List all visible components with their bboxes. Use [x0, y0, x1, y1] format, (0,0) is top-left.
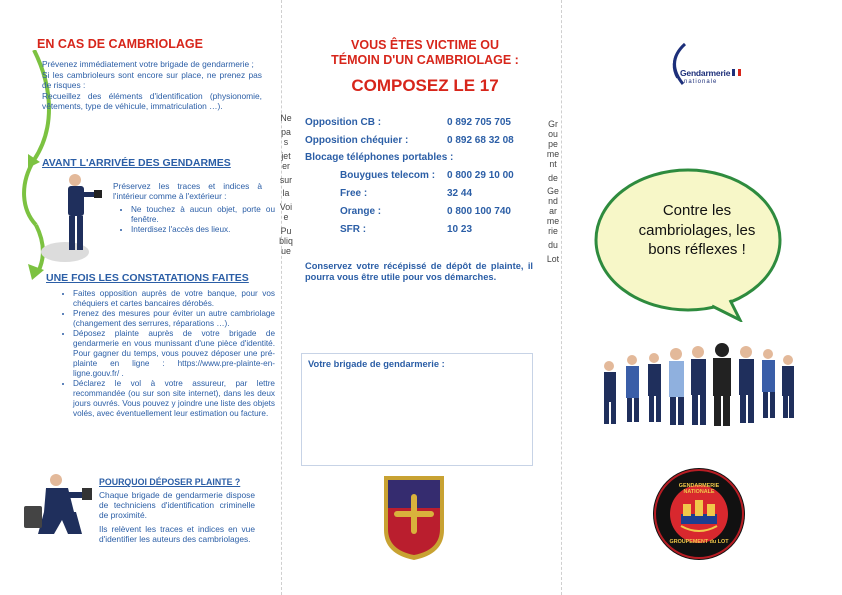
- section-title-constatations: UNE FOIS LES CONSTATATIONS FAITES: [46, 272, 249, 284]
- paragraph: Prévenez immédiatement votre brigade de gendarmerie ;: [42, 59, 254, 69]
- contact-cheque-value: 0 892 68 32 08: [447, 135, 514, 146]
- logo-subtext: nationale: [684, 79, 718, 85]
- list-item: • Prenez des mesures pour éviter un autre cambriolage (changement des serrures, réparations …).: [73, 309, 275, 329]
- brigade-box-label: Votre brigade de gendarmerie :: [308, 359, 445, 369]
- technician-illustration: [16, 472, 94, 542]
- list-item: • Ne touchez à aucun objet, porte ou fenêtre.: [131, 205, 275, 225]
- note-recepisse: Conservez votre récépissé de dépôt de plainte, il pourra vous être utile pour vos démarches.: [305, 261, 533, 282]
- operator-sfr-label: SFR :: [340, 224, 367, 235]
- vertical-word: Lot: [546, 253, 560, 264]
- operator-bouygues-label: Bouygues telecom :: [340, 170, 436, 181]
- paragraph: Ils relèvent les traces et indices en vue d'identifier les auteurs des cambriolages.: [99, 524, 255, 544]
- list-item: • Déclarez le vol à votre assureur, par lettre recommandée (ou sur son site internet), dans les deux jours ouvrés. Vous pouvez y joindre une liste des objets volés, avec éventuellement leur estimation ou facture.: [73, 379, 275, 419]
- list-item: • Faites opposition auprès de votre banque, pour vos chéquiers et cartes bancaires dérobés.: [73, 289, 275, 309]
- operator-free-label: Free :: [340, 188, 368, 199]
- vertical-word: pas: [281, 126, 291, 147]
- contact-cb-label: Opposition CB :: [305, 117, 382, 128]
- paragraph: Recueillez des éléments d'identification (physionomie, vêtements, type de véhicule, immatriculation …).: [42, 91, 262, 111]
- paragraph: Si les cambrioleurs sont encore sur place, ne prenez pas de risques :: [42, 70, 262, 90]
- groupement-badge: [651, 466, 747, 562]
- vertical-word: jeter: [281, 150, 291, 171]
- bubble-text: Contre les cambriolages, les bons réflexes !: [638, 202, 756, 258]
- gendarmerie-logo: [663, 42, 743, 88]
- call-17-title: COMPOSEZ LE 17: [351, 76, 499, 95]
- headline-line-1: VOUS ÊTES VICTIME OU: [351, 38, 499, 52]
- list-item: • Interdisez l'accès des lieux.: [131, 225, 275, 235]
- vertical-word: sur: [279, 174, 293, 185]
- vertical-word: Gendarmerie: [546, 186, 560, 237]
- badge-top-text: GENDARMERIE NATIONALE: [678, 483, 720, 495]
- section-cambriolage-text: [42, 59, 262, 112]
- gendarmes-group-illustration: [594, 332, 800, 432]
- operator-sfr-value: 10 23: [447, 224, 473, 235]
- vertical-word: Publique: [279, 226, 293, 256]
- vertical-word: Voie: [279, 202, 293, 223]
- vertical-word: la: [282, 188, 290, 199]
- vertical-word: de: [548, 172, 558, 183]
- vertical-word: Groupement: [546, 119, 560, 169]
- fold-line-right: [561, 0, 562, 595]
- vertical-word: du: [548, 239, 558, 250]
- crest-emblem: [380, 474, 448, 562]
- vertical-word: Ne: [280, 113, 292, 123]
- section-pourquoi-text: [99, 490, 255, 545]
- logo-text: Gendarmerie: [680, 68, 731, 78]
- headline: [290, 38, 560, 68]
- section-title-pourquoi: POURQUOI DÉPOSER PLAINTE ?: [99, 477, 241, 487]
- list-item: • Déposez plainte auprès de votre brigade de gendarmerie en vous munissant d'une pièce d'identité. Pour gagner du temps, vous pouvez déposer une pré-plainte en ligne : https://www.pre-plainte-en-ligne.gouv.fr/ .: [73, 329, 275, 379]
- operator-orange-label: Orange :: [340, 206, 382, 217]
- section-title-cambriolage: EN CAS DE CAMBRIOLAGE: [37, 37, 203, 51]
- section-title-avant: AVANT L'ARRIVÉE DES GENDARMES: [42, 157, 231, 169]
- contact-cheque-label: Opposition chéquier :: [305, 135, 409, 146]
- brigade-box[interactable]: [301, 353, 533, 466]
- fold-line-left: [281, 0, 282, 595]
- operator-bouygues-value: 0 800 29 10 00: [447, 170, 514, 181]
- contact-cb-value: 0 892 705 705: [447, 117, 511, 128]
- section-constatations-list: [60, 289, 275, 419]
- headline-line-2: TÉMOIN D'UN CAMBRIOLAGE :: [331, 53, 519, 67]
- paragraph: Chaque brigade de gendarmerie dispose de techniciens d'identification criminelle de proximité.: [99, 490, 255, 520]
- blocking-label: Blocage téléphones portables :: [305, 152, 454, 163]
- section-avant-intro: Préservez les traces et indices à l'intérieur comme à l'extérieur :: [113, 181, 262, 201]
- vertical-text-right: [546, 120, 560, 265]
- vertical-text-left: [279, 114, 293, 257]
- gendarme-illustration: [40, 172, 110, 267]
- badge-bottom-text: GROUPEMENT du LOT: [669, 539, 729, 545]
- operator-orange-value: 0 800 100 740: [447, 206, 511, 217]
- section-avant-list: [118, 205, 275, 235]
- operator-free-value: 32 44: [447, 188, 473, 199]
